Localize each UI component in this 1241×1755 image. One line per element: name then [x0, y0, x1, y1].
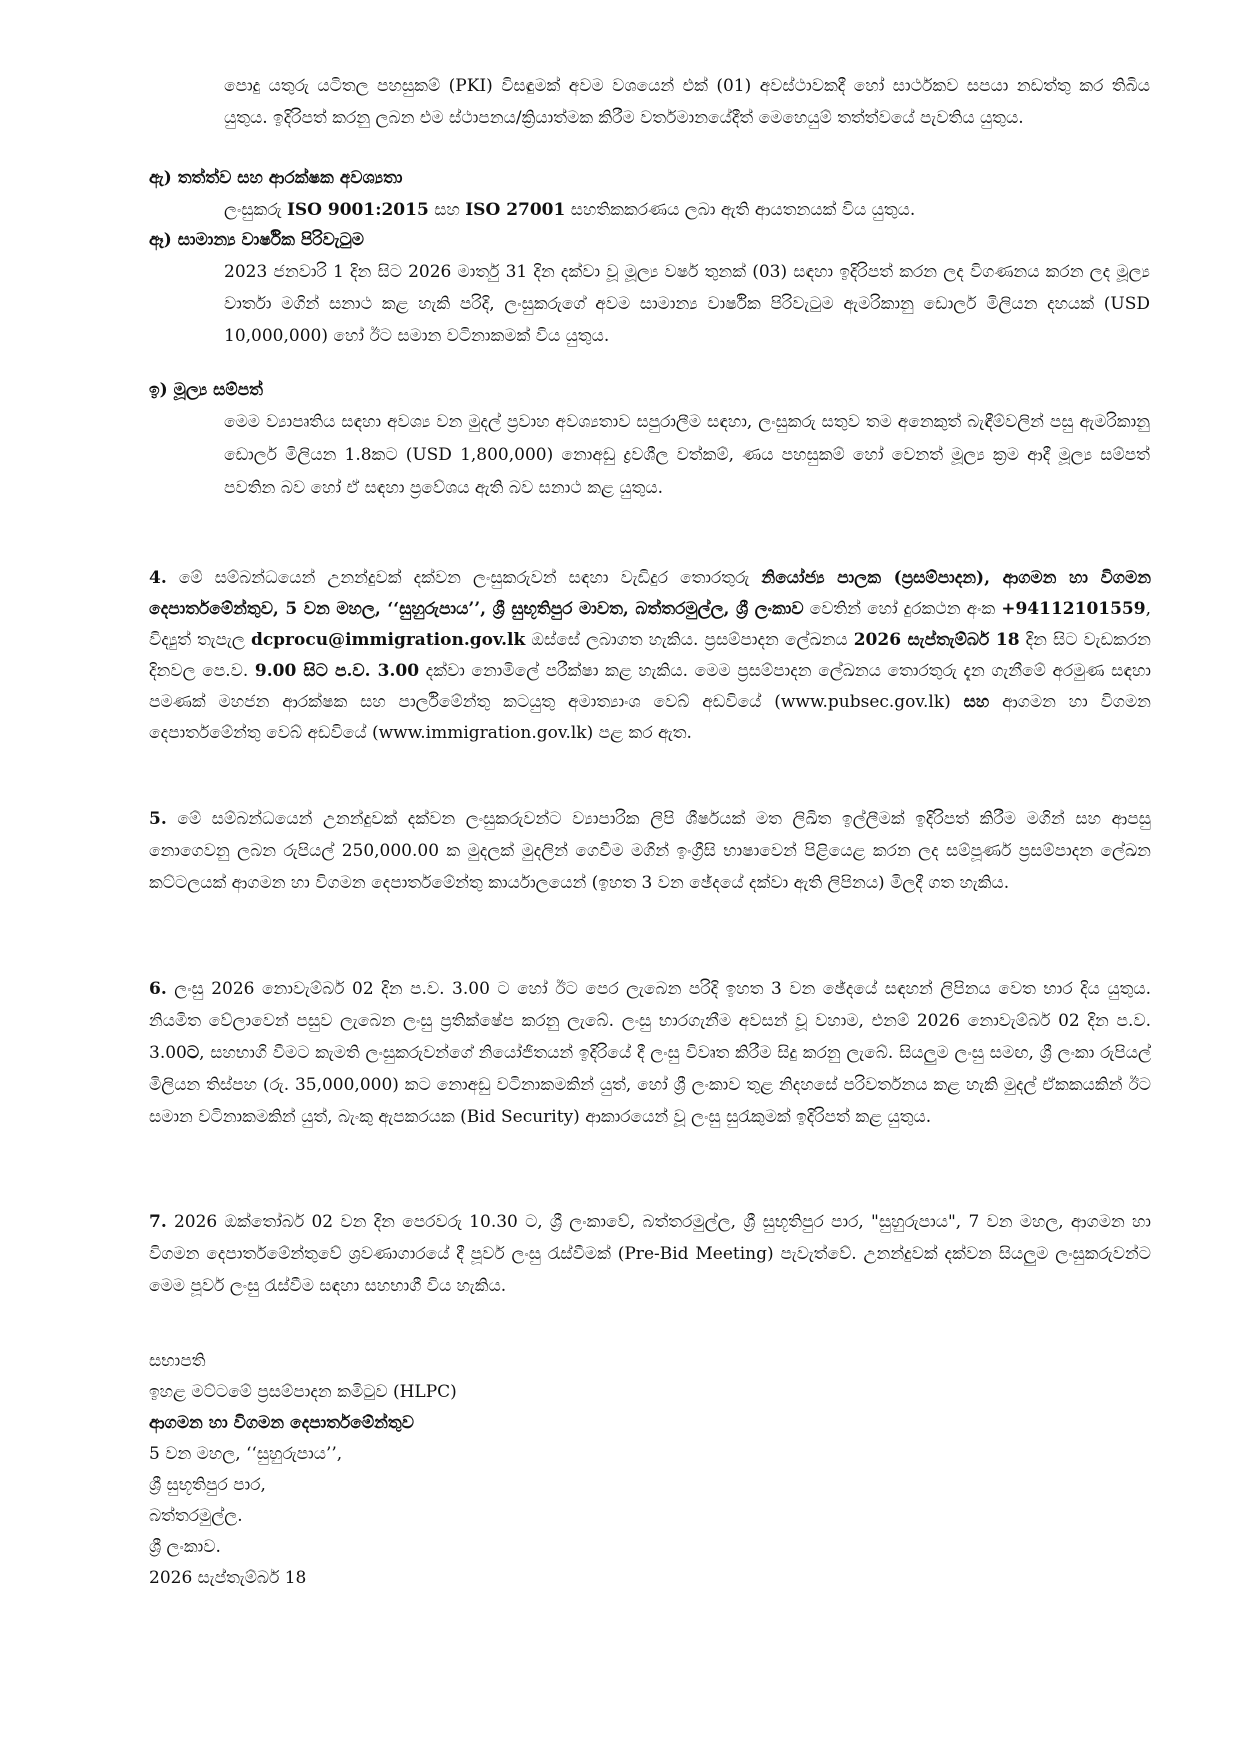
quality-post: සහතිකකරණය ලබා ඇති ආයතනයක් විය යුතුය. [565, 200, 916, 220]
financial-text: මෙම ව්‍යාපෘතිය සඳහා අවශ්‍ය වන මුදල් ප්‍රවාහ අවශ්‍යතාව සපුරාලීම සඳහා, ලංසුකරු සතුව තම අනෙකුත් බැඳීම්වලින් පසු ඇමරිකානු ඩොලර් මිලියන 1.8කට (USD 1,800,000) නොඅඩු ද්‍රවශීල වත්කම්, ණය පහසුකම් හෝ වෙනත් මූල්‍ය ක්‍රම ආදී මූල්‍ය සම්පත් පවතින බව හෝ ඒ සඳහා ප්‍රවේශය ඇති බව සනාථ කළ යුතුය. [224, 412, 1150, 498]
para4-text-8: ආගමන හා විගමන දෙපාර්තමේන්තු වෙබ් අඩවියේ (www.immigration.gov.lk) පළ කර ඇත. [149, 692, 1151, 743]
para7-text: 2026 ඔක්තෝබර් 02 වන දින පෙරවරු 10.30 ට, ශ්‍රී ලංකාවේ, බත්තරමුල්ල, ශ්‍රී සුභූතිපුර පාර, "සුහුරුපාය", 7 වන මහල, ආගමන හා විගමන දෙපාර්තමේන්තුවේ ශ්‍රවණාගාරයේ දී පූර්ව ලංසු රැස්වීමක් (Pre-Bid Meeting) පැවැත්වේ. උනන්දුවක් දක්වන සියලුම ලංසුකරුවන්ට මෙම පූර්ව ලංසු රැස්වීම සඳහා සහභාගී විය හැකිය. [149, 1212, 1151, 1296]
address-line-4: ශ්‍රී ලංකාව. [149, 1537, 221, 1557]
iso-27001: ISO 27001 [465, 200, 566, 220]
quality-heading: ඇ) තත්ත්ව සහ ආරක්ෂක අවශ්‍යතා [149, 168, 403, 188]
para4-and: සහ [963, 692, 990, 712]
paragraph-6-number: 6. [149, 979, 167, 999]
signature-date: 2026 සැප්තැම්බර් 18 [149, 1568, 307, 1588]
paragraph-5-number: 5. [149, 809, 167, 829]
para4-text-2: වෙතින් හෝ දුරකථන අංක [803, 599, 1002, 619]
para6-bold-ta: ට [186, 1043, 200, 1063]
para4-text-6: දක්වා නොමිලේ පරීක්ෂා කළ හැකිය. මෙම ප්‍රසම්පාදන ලේඛනය තොරතුරු දැන ගැනීමේ අරමුණ සඳහා පමණක් මහජන ආරක්ෂක සහ පාර්ලිමේන්තු කටයුතු අමාත්‍යාංශ වෙබ් අඩවියේ (www.pubsec.gov.lk) [149, 661, 1151, 712]
para4-text-5: දින සිට වැඩකරන දිනවල පෙ.ව. [149, 630, 1151, 681]
paragraph-6 [149, 973, 1151, 1133]
email-address: dcprocu@immigration.gov.lk [250, 630, 526, 650]
turnover-heading: ඈ) සාමාන්‍ය වාර්ෂික පිරිවැටුම [149, 230, 365, 250]
quality-text [224, 194, 1150, 226]
para6-text-1: ලංසු 2026 නොවැම්බර් 02 දින ප.ව. 3.00 ට හෝ ඊට පෙර ලැබෙන පරිදි ඉහත 3 වන ඡේදයේ සඳහන් ලිපිනය වෙත භාර දිය යුතුය. නියමිත වේලාවෙන් පසුව ලැබෙන ලංසු ප්‍රතික්ෂේප කරනු ලැබේ. ලංසු භාරගැනීම අවසන් වූ වහාම, එනම් 2026 නොවැම්බර් 02 දින ප.ව. 3.00 [149, 979, 1151, 1063]
signature-block [149, 1346, 849, 1594]
contact-address: නියෝජ්‍ය පාලක (ප්‍රසම්පාදන), ආගමන හා විගමන දෙපාර්තමේන්තුව, 5 වන මහල, ‘‘සුහුරුපාය’’, ශ්‍රී සුභූතිපුර මාවත, බත්තරමුල්ල, ශ්‍රී ලංකාව [149, 568, 1151, 619]
paragraph-7-number: 7. [149, 1212, 167, 1232]
paragraph-4 [149, 563, 1151, 749]
quality-pre: ලංසුකරු [224, 200, 287, 220]
financial-heading: ඉ) මූල්‍ය සම්පත් [149, 380, 263, 400]
committee-name: ඉහළ මට්ටමේ ප්‍රසම්පාදන කමිටුව (HLPC) [149, 1382, 457, 1402]
para6-text-2: , සහභාගි වීමට කැමති ලංසුකරුවන්ගේ නියෝජිතයන් ඉදිරියේ දී ලංසු විවෘත කිරීම සිදු කරනු ලැබේ. සියලුම ලංසු සමඟ, ශ්‍රී ලංකා රුපියල් මිලියන තිස්පහ (රු. 35,000,000) කට නොඅඩු වටිනාකමකින් යුත්, හෝ ශ්‍රී ලංකාව තුළ නිදහසේ පරිවර්තනය කළ හැකි මුදල් ඒකකයකින් ඊට සමාන වටිනාකමකින් යුත්, බැංකු ඇපකරයක (Bid Security) ආකාරයෙන් වූ ලංසු සුරැකුමක් ඉදිරිපත් කළ යුතුය. [149, 1043, 1151, 1127]
iso-9001: ISO 9001:2015 [286, 200, 429, 220]
paragraph-5 [149, 803, 1151, 899]
paragraph-7 [149, 1206, 1151, 1302]
para4-text-3: , විද්‍යුත් තැපැල [149, 599, 1151, 650]
address-line-3: බත්තරමුල්ල. [149, 1506, 243, 1526]
quality-mid: සහ [428, 200, 466, 220]
pki-requirement-text: පොදු යතුරු යටිතල පහසුකම් (PKI) විසඳුමක් අවම වශයෙන් එක් (01) අවස්ථාවකදී හෝ සාර්ථකව සපයා නඩත්තු කර තිබිය යුතුය. ඉදිරිපත් කරනු ලබන එම ස්ථාපනය/ක්‍රියාත්මක කිරීම වර්තමානයේදීත් මෙහෙයුම් තත්ත්වයේ පැවතිය යුතුය. [224, 76, 1150, 128]
inspection-hours: 9.00 සිට ප.ව. 3.00 [254, 661, 420, 681]
department-name: ආගමන හා විගමන දෙපාර්තමේන්තුව [149, 1413, 414, 1433]
address-line-1: 5 වන මහල, ‘‘සුහුරුපාය’’, [149, 1444, 343, 1464]
phone-number: +94112101559 [1001, 599, 1146, 619]
address-line-2: ශ්‍රී සුභූතිපුර පාර, [149, 1475, 266, 1495]
para5-text: මේ සම්බන්ධයෙන් උනන්දුවක් දක්වන ලංසුකරුවන්ට ව්‍යාපාරික ලිපි ශීර්ෂයක් මත ලිඛිත ඉල්ලීමක් ඉදිරිපත් කිරීම මගින් සහ ආපසු නොගෙවනු ලබන රුපියල් 250,000.00 ක මුදලක් මුදලින් ගෙවීම මගින් ඉංග්‍රීසි භාෂාවෙන් පිළියෙළ කරන ලද සම්පූර්ණ ප්‍රසම්පාදන ලේඛන කට්ටලයක් ආගමන හා විගමන දෙපාර්තමේන්තු කාර්යාලයෙන් (ඉහත 3 වන ඡේදයේ දක්වා ඇති ලිපිනය) මිලදී ගත හැකිය. [149, 809, 1151, 893]
para4-text-1: මේ සම්බන්ධයෙන් උනන්දුවක් දක්වන ලංසුකරුවන් සඳහා වැඩිදුර තොරතුරු [166, 568, 762, 588]
paragraph-4-number: 4. [149, 568, 167, 588]
signatory-title: සභාපති [149, 1351, 206, 1371]
para4-text-4: ඔස්සේ ලබාගත හැකිය. ප්‍රසම්පාදන ලේඛනය [525, 630, 854, 650]
turnover-text: 2023 ජනවාරි 1 දින සිට 2026 මාර්තු 31 දින දක්වා වූ මූල්‍ය වර්ෂ තුනක් (03) සඳහා ඉදිරිපත් කරන ලද විගණනය කරන ලද මූල්‍ය වාර්තා මගින් සනාථ කළ හැකි පරිදි, ලංසුකරුගේ අවම සාමාන්‍ය වාර්ෂික පිරිවැටුම ඇමරිකානු ඩොලර් මිලියන දහයක් (USD 10,000,000) හෝ ඊට සමාන වටිනාකමක් විය යුතුය. [224, 262, 1150, 346]
inspection-start-date: 2026 සැප්තැම්බර් 18 [853, 630, 1020, 650]
